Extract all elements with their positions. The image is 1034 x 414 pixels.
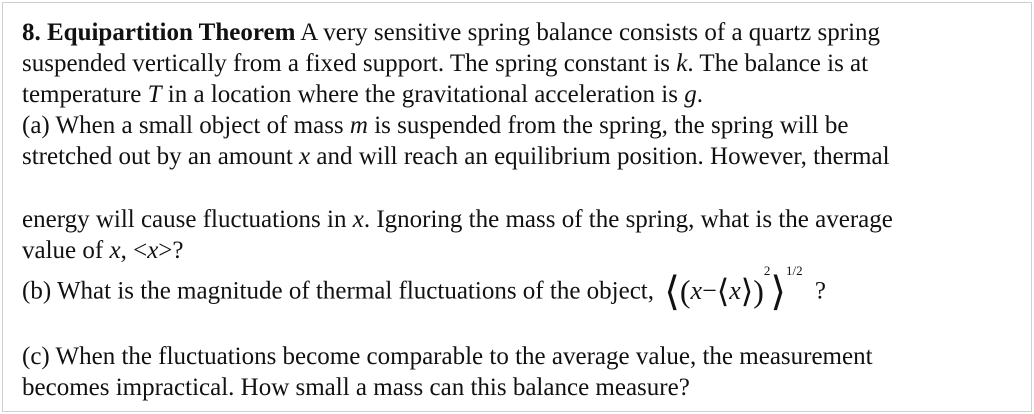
part-b-line: [22, 263, 826, 314]
var-x: x: [352, 206, 364, 233]
part-c-line-2: becomes impractical. How small a mass can this balance measure?: [22, 374, 690, 401]
intro-text: in a location where the gravitational acceleration is: [161, 81, 685, 108]
intro-text: .: [696, 81, 703, 108]
var-g: g: [684, 81, 697, 108]
part-a-text: value of: [22, 237, 110, 264]
formula-var-x: x: [729, 276, 741, 305]
intro-line-1: [22, 17, 890, 48]
var-T: T: [147, 81, 162, 108]
part-a-text: energy will cause fluctuations in: [22, 206, 353, 233]
part-b-text: (b) What is the magnitude of thermal fluctuations of the object,: [22, 277, 661, 305]
problem-title: Equipartition Theorem: [47, 19, 296, 46]
part-b: [22, 263, 826, 314]
formula-exponent-2: 2: [763, 263, 771, 278]
part-a-continued: [22, 204, 893, 266]
part-a-text: (a) When a small object of mass: [22, 112, 350, 139]
part-a-line-1: [22, 110, 890, 141]
intro-text: A very sensitive spring balance consists of a quartz spring: [295, 19, 881, 46]
part-a-line-2: [22, 141, 890, 172]
part-a-text: . Ignoring the mass of the spring, what is the average: [363, 206, 893, 233]
problem-intro: [22, 17, 890, 172]
part-a-text: >?: [158, 237, 184, 264]
intro-line-3: [22, 79, 890, 110]
var-k: k: [676, 50, 688, 77]
var-m: m: [349, 112, 368, 139]
var-x: x: [109, 237, 121, 264]
var-x: x: [147, 237, 159, 264]
intro-text: . The balance is at: [687, 50, 869, 77]
part-a-text: and will reach an equilibrium position. However, thermal: [310, 143, 890, 170]
formula-exponent-half: 1/2: [786, 263, 803, 278]
var-x: x: [299, 143, 311, 170]
part-b-end: ?: [808, 277, 826, 305]
part-a-line-3: [22, 204, 893, 235]
part-a-line-4: [22, 235, 893, 266]
part-a-text: , <: [120, 237, 148, 264]
fluctuation-formula: ⟨(x−⟨x⟩)$^2$⟩$^{1/2}$: [664, 263, 803, 314]
intro-text: temperature: [22, 81, 148, 108]
formula-var-x: x: [690, 276, 703, 305]
part-a-text: stretched out by an amount: [22, 143, 300, 170]
part-a-text: is suspended from the spring, the spring will be: [367, 112, 849, 139]
problem-number: 8.: [22, 19, 41, 46]
intro-text: suspended vertically from a fixed support. The spring constant is: [22, 50, 677, 77]
intro-line-2: [22, 48, 890, 79]
formula-minus: −: [702, 276, 717, 305]
part-c: [22, 341, 873, 403]
part-c-line-1: (c) When the fluctuations become comparable to the average value, the measurement: [22, 343, 873, 370]
